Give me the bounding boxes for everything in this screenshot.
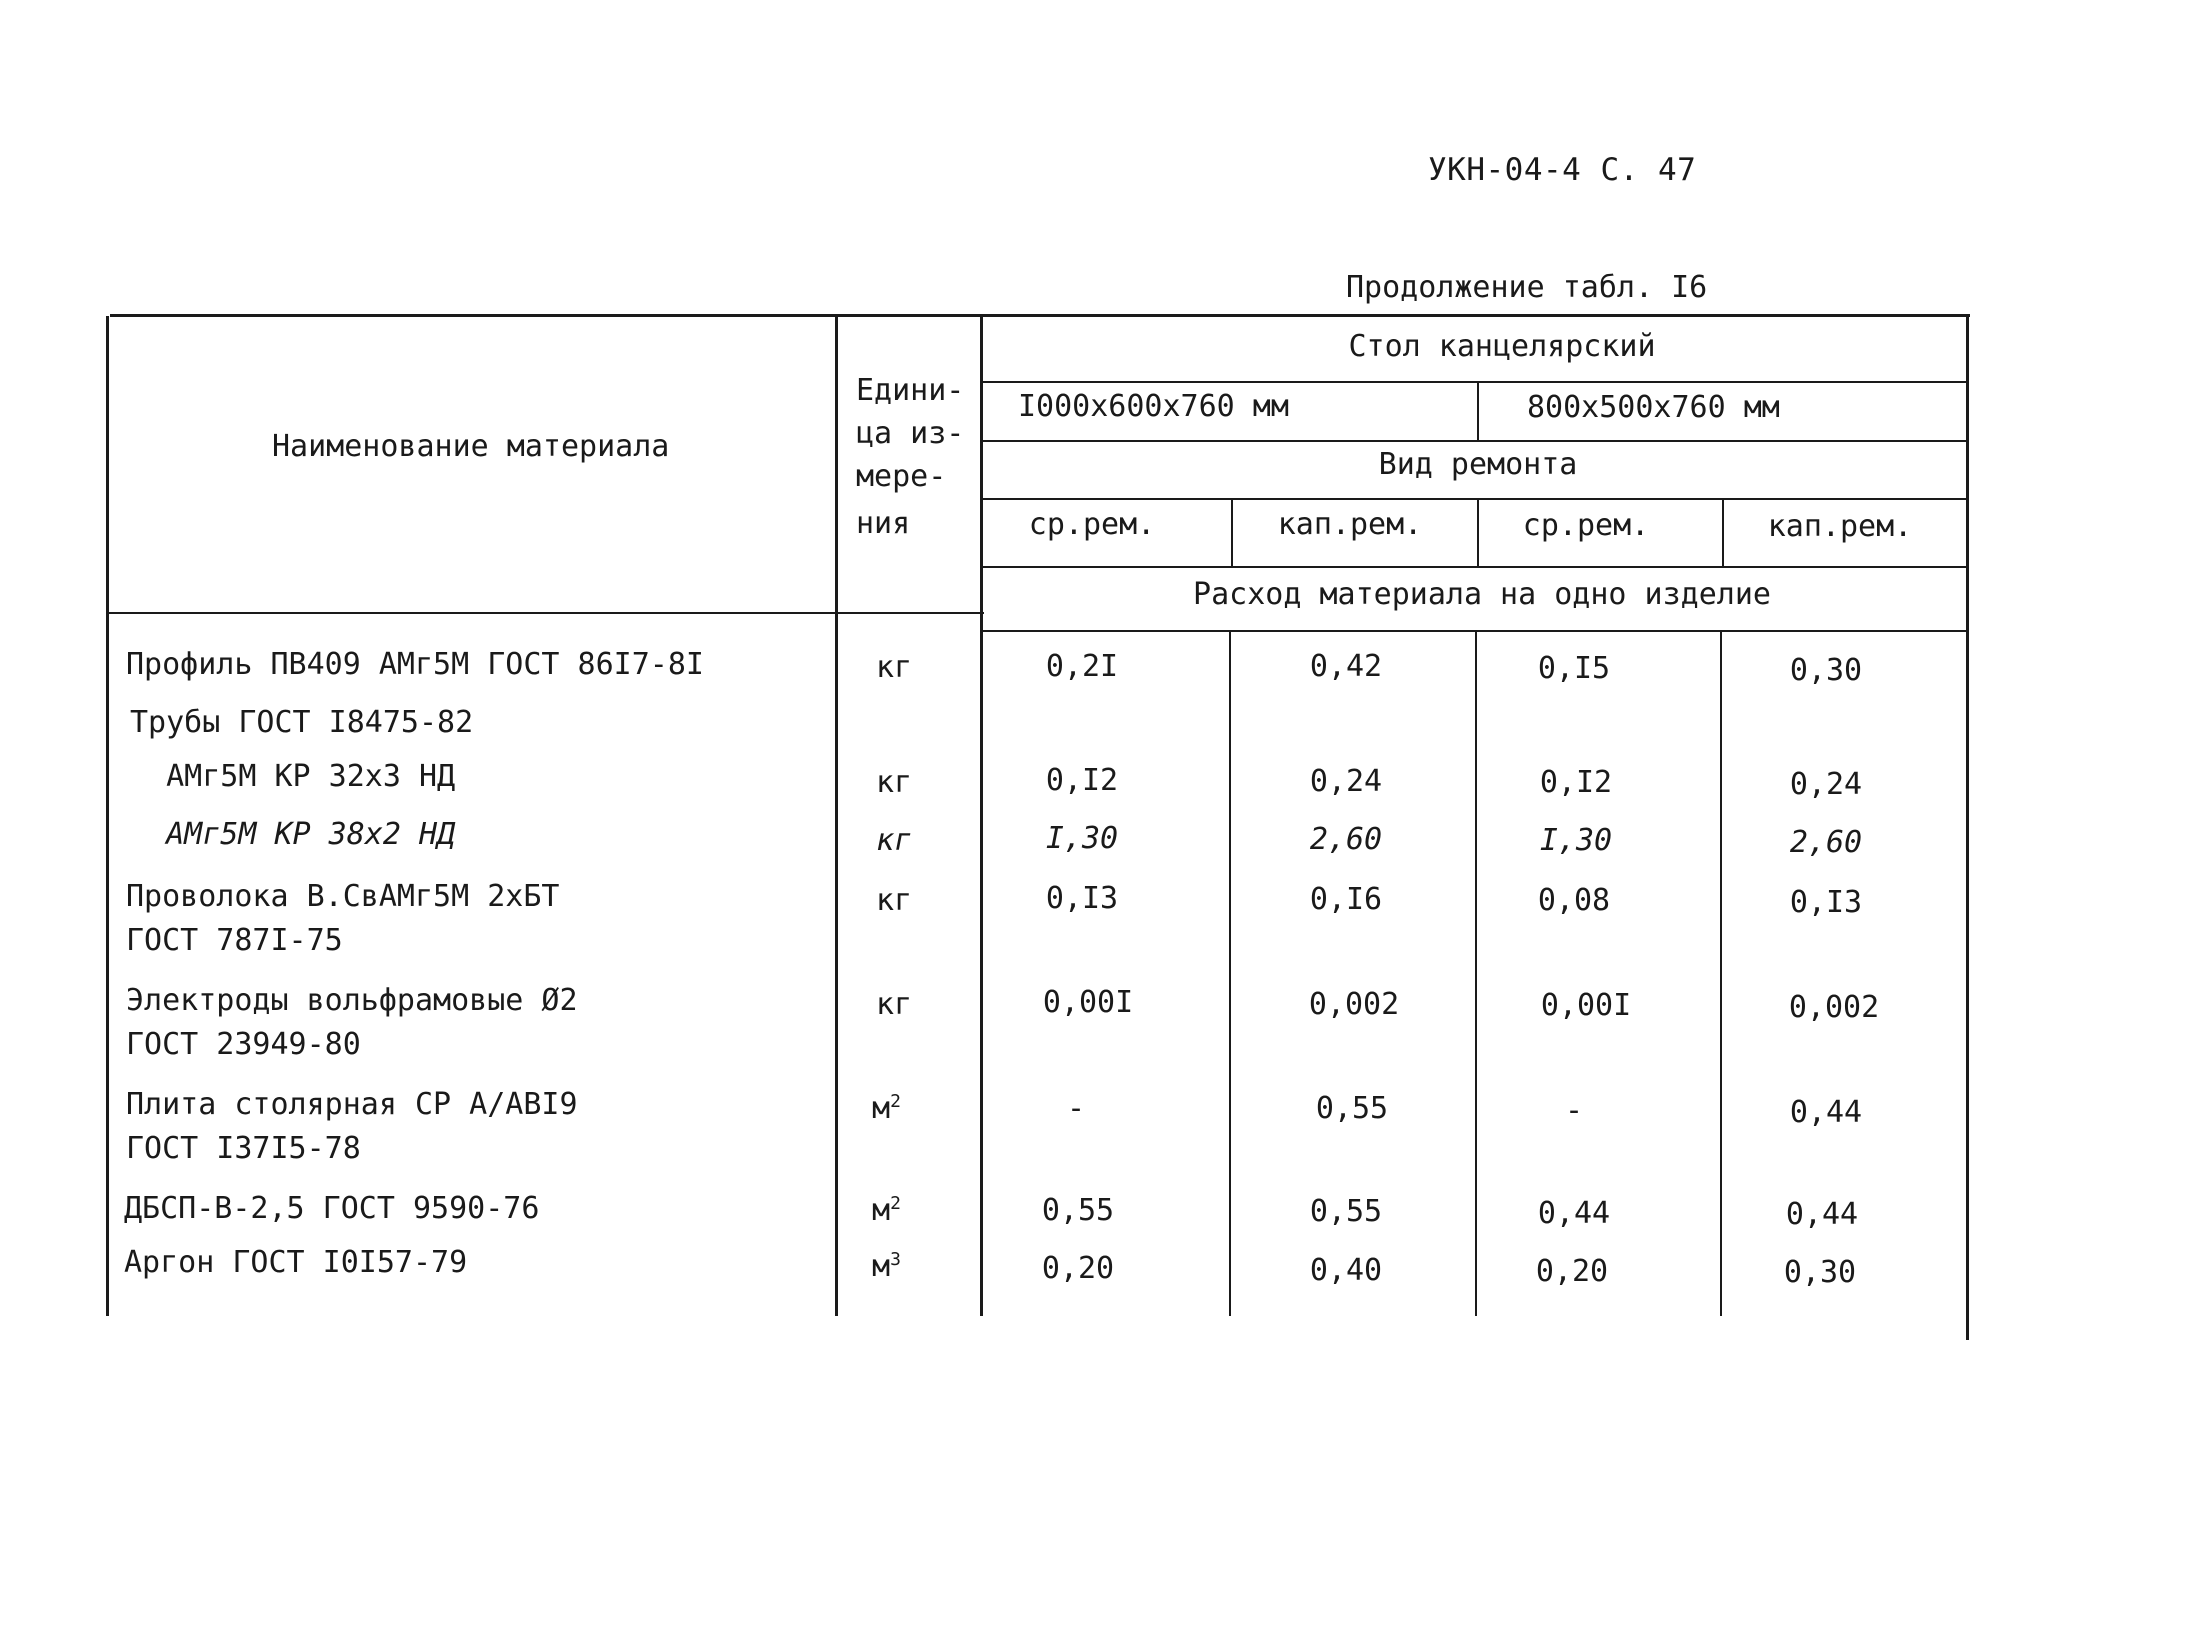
row-value: 0,40 xyxy=(1309,1253,1383,1288)
consumption-bottom xyxy=(981,630,1968,632)
unit-text: м xyxy=(872,1249,891,1284)
row-value: 0,30 xyxy=(1783,1255,1857,1290)
row-value: 0,I3 xyxy=(1045,881,1119,916)
row-value: 0,00I xyxy=(1540,988,1632,1023)
row-name: Электроды вольфрамовые Ø2 xyxy=(126,983,578,1018)
header-subcol-4: кап.рем. xyxy=(1767,509,1913,544)
row-value: I,30 xyxy=(1045,821,1119,856)
header-unit-line-4: ния xyxy=(856,506,911,541)
row-value: 2,60 xyxy=(1789,825,1863,860)
row-value: 0,I6 xyxy=(1309,882,1383,917)
table-top-border xyxy=(110,314,1970,317)
row-unit: кг xyxy=(876,883,913,918)
row-unit xyxy=(872,1091,901,1126)
row-value: 0,24 xyxy=(1789,767,1863,802)
row-value: 0,55 xyxy=(1041,1193,1115,1228)
header-unit-line-1: Едини- xyxy=(856,373,965,408)
table-caption: Продолжение табл. I6 xyxy=(1346,270,1708,305)
row-value: 0,20 xyxy=(1535,1254,1609,1289)
header-size-2: 800х500х760 мм xyxy=(1527,390,1780,425)
row-name: ДБСП-В-2,5 ГОСТ 9590-76 xyxy=(124,1191,540,1226)
header-material-name: Наименование материала xyxy=(272,429,670,464)
row-value: - xyxy=(1066,1091,1086,1126)
header-repair-type: Вид ремонта xyxy=(1378,447,1578,482)
row-name: Трубы ГОСТ I8475-82 xyxy=(130,705,474,740)
page-reference: УКН-04-4 С. 47 xyxy=(1428,152,1697,188)
row-unit: кг xyxy=(876,987,913,1022)
header-group-title: Стол канцелярский xyxy=(1348,329,1656,364)
row-unit: кг xyxy=(876,650,913,685)
row-value: 0,00I xyxy=(1042,985,1134,1020)
row-value: - xyxy=(1564,1093,1584,1128)
row-value: 0,08 xyxy=(1537,883,1611,918)
row-name: АМг5М КР 32х3 НД xyxy=(130,759,456,794)
unit-text: м xyxy=(872,1193,891,1228)
row-value: 0,44 xyxy=(1789,1095,1863,1130)
table-right-border xyxy=(1966,316,1969,1340)
row-value: 0,24 xyxy=(1309,764,1383,799)
body-col-divider-1 xyxy=(1229,631,1231,1316)
row-value: 0,I5 xyxy=(1537,651,1611,686)
header-subcol-1: ср.рем. xyxy=(1028,507,1156,542)
header-consumption: Расход материала на одно изделие xyxy=(1193,577,1771,612)
row-value: 0,I3 xyxy=(1789,885,1863,920)
body-col-divider-2 xyxy=(1475,631,1477,1316)
row-value: 0,55 xyxy=(1315,1091,1389,1126)
row-value: 0,55 xyxy=(1309,1194,1383,1229)
row-value: 0,I2 xyxy=(1539,765,1613,800)
subcols-bottom xyxy=(981,566,1968,568)
subcol-divider-3 xyxy=(1722,499,1724,568)
unit-exponent: 3 xyxy=(890,1249,901,1270)
row-value: 0,002 xyxy=(1788,990,1880,1025)
unit-text: м xyxy=(872,1091,891,1126)
row-value: 0,44 xyxy=(1537,1196,1611,1231)
header-unit-line-3: мере- xyxy=(856,459,947,494)
unit-exponent: 2 xyxy=(890,1193,901,1214)
subcol-divider-1 xyxy=(1231,499,1233,568)
row-value: 0,30 xyxy=(1789,653,1863,688)
row-name: Проволока В.СвАМг5М 2хБТ xyxy=(126,879,560,914)
row-unit: кг xyxy=(876,765,913,800)
body-col-divider-3 xyxy=(1720,631,1722,1316)
row-name: Профиль ПВ409 АМг5М ГОСТ 86I7-8I xyxy=(126,647,704,682)
row-value: 0,42 xyxy=(1309,649,1383,684)
repair-type-bottom xyxy=(981,498,1968,500)
header-bottom-border xyxy=(106,612,984,614)
row-unit xyxy=(872,1193,901,1228)
row-value: 0,2I xyxy=(1045,649,1119,684)
row-value: I,30 xyxy=(1539,823,1613,858)
header-subcol-3: ср.рем. xyxy=(1522,508,1650,543)
name-unit-divider xyxy=(835,316,838,1316)
unit-exponent: 2 xyxy=(890,1091,901,1112)
subcol-divider-2 xyxy=(1477,499,1479,568)
row-name: АМг5М КР 38х2 НД xyxy=(130,817,456,852)
header-unit-line-2: ца из- xyxy=(856,416,965,451)
unit-values-divider xyxy=(980,316,983,1316)
header-subcol-2: кап.рем. xyxy=(1277,507,1423,542)
row-value: 0,002 xyxy=(1308,987,1400,1022)
size-divider xyxy=(1477,382,1479,442)
row-name-line-2: ГОСТ 23949-80 xyxy=(126,1027,361,1062)
row-name-line-2: ГОСТ 787I-75 xyxy=(126,923,343,958)
row-unit xyxy=(872,1249,901,1284)
row-value: 0,I2 xyxy=(1045,763,1119,798)
row-name-line-2: ГОСТ I37I5-78 xyxy=(126,1131,361,1166)
row-value: 0,20 xyxy=(1041,1251,1115,1286)
group-title-bottom xyxy=(981,381,1968,383)
row-value: 2,60 xyxy=(1309,822,1383,857)
header-size-1: I000х600х760 мм xyxy=(1018,389,1289,424)
table-left-border xyxy=(106,316,109,1316)
row-name: Аргон ГОСТ I0I57-79 xyxy=(124,1245,468,1280)
row-name: Плита столярная СР А/АВI9 xyxy=(126,1087,578,1122)
size-row-bottom xyxy=(981,440,1968,442)
row-unit: кг xyxy=(876,823,913,858)
row-value: 0,44 xyxy=(1785,1197,1859,1232)
